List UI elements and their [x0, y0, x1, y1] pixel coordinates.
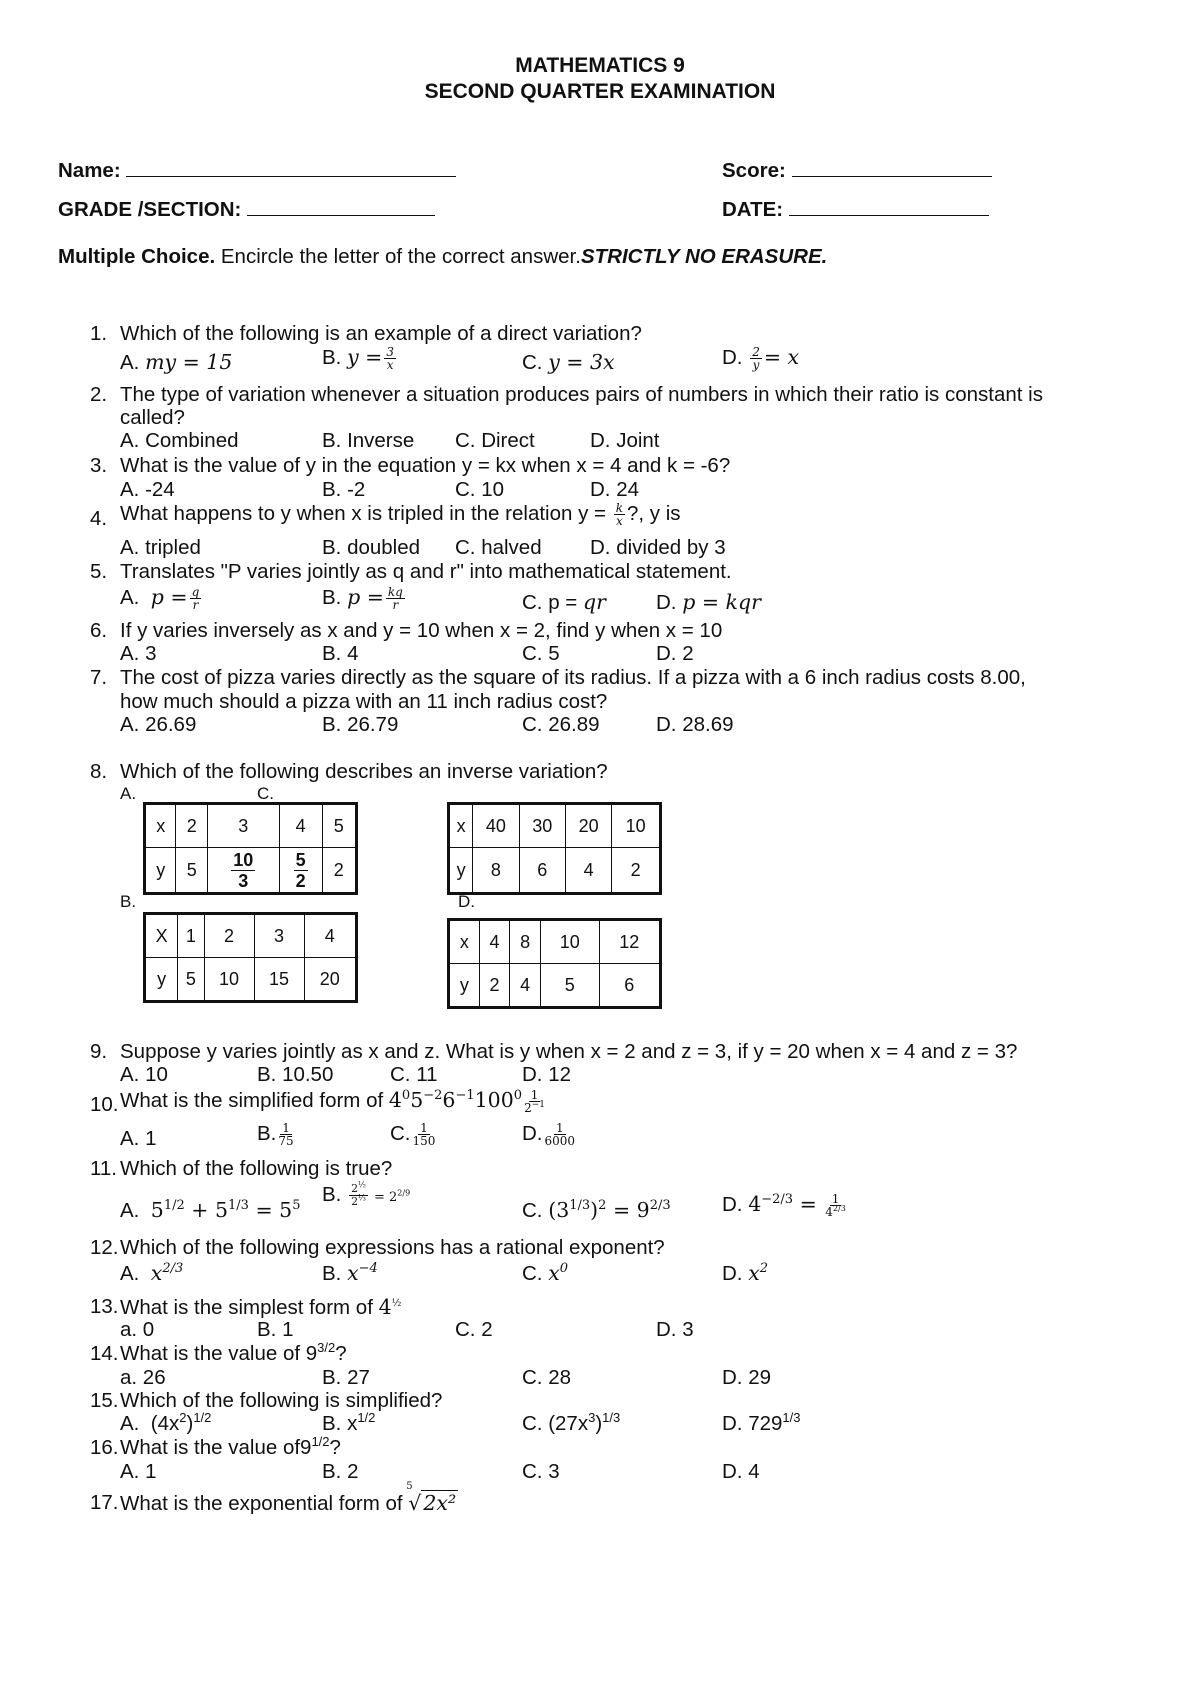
- q15-text: Which of the following is simplified?: [120, 1389, 443, 1412]
- table-cell: 2: [176, 804, 208, 848]
- q4-choice-d[interactable]: D. divided by 3: [590, 536, 726, 559]
- table-cell: X: [145, 914, 178, 958]
- q14-choice-d[interactable]: D. 29: [722, 1366, 771, 1389]
- table-cell: 4: [566, 848, 612, 894]
- q7-choice-b[interactable]: B. 26.79: [322, 713, 399, 736]
- q8-label-c[interactable]: C.: [257, 784, 274, 803]
- table-cell: 1: [178, 914, 204, 958]
- table-cell: 3: [207, 804, 279, 848]
- q12-number: 12.: [90, 1236, 119, 1259]
- q8-text: Which of the following describes an inverse variation?: [120, 760, 608, 783]
- table-cell: 6: [599, 964, 660, 1008]
- q7-choice-c[interactable]: C. 26.89: [522, 713, 600, 736]
- q14-number: 14.: [90, 1342, 119, 1365]
- q8-table-c: [447, 802, 662, 895]
- table-cell: 40: [473, 804, 519, 848]
- q10-text: What is the simplified form of $4^05^{-2}6^{-1}100^0$ $\frac{1}{2^{-1}}$: [120, 1088, 545, 1116]
- q10-choice-d[interactable]: D. $\frac{1}{6000}$: [522, 1121, 576, 1149]
- table-cell: x: [449, 920, 480, 964]
- table-cell: 10: [204, 958, 254, 1002]
- q2-choice-b[interactable]: B. Inverse: [322, 429, 415, 452]
- table-cell: 5: [178, 958, 204, 1002]
- q6-choice-b[interactable]: B. 4: [322, 642, 359, 665]
- q2-text-line1: The type of variation whenever a situation produces pairs of numbers in which their ratio is constant is: [120, 383, 1043, 406]
- date-field[interactable]: [722, 197, 989, 222]
- q9-choice-a[interactable]: A. 10: [120, 1063, 168, 1086]
- q13-choice-b[interactable]: B. 1: [257, 1318, 294, 1341]
- table-cell: y: [449, 848, 473, 894]
- q3-text: What is the value of y in the equation y = kx when x = 4 and k = -6?: [120, 454, 731, 477]
- q3-number: 3.: [90, 454, 108, 477]
- q14-choice-a[interactable]: a. 26: [120, 1366, 166, 1389]
- q6-number: 6.: [90, 619, 108, 642]
- q5-choice-a[interactable]: A. p = $\frac{q}{r}$: [120, 585, 200, 613]
- q1-text: Which of the following is an example of a direct variation?: [120, 322, 642, 345]
- q1-number: 1.: [90, 322, 108, 345]
- q7-text-line1: The cost of pizza varies directly as the square of its radius. If a pizza with a 6 inch radius costs 8.00,: [120, 666, 1026, 689]
- table-cell: y: [449, 964, 480, 1008]
- score-line[interactable]: [792, 158, 992, 177]
- q16-number: 16.: [90, 1436, 119, 1459]
- q11-choice-d[interactable]: D. $4^{-2/3}$ = $\frac{1}{4^{2/3}}$: [722, 1192, 846, 1220]
- q3-choice-c[interactable]: C. 10: [455, 478, 504, 501]
- table-cell: 3: [254, 914, 304, 958]
- table-cell: $\frac{5}{2}$: [279, 848, 322, 894]
- table-cell: 4: [479, 920, 510, 964]
- q8-label-a[interactable]: A.: [120, 784, 137, 803]
- table-cell: 5: [541, 964, 600, 1008]
- table-cell: 6: [519, 848, 565, 894]
- q6-choice-d[interactable]: D. 2: [656, 642, 694, 665]
- q2-number: 2.: [90, 383, 108, 406]
- q4-choice-a[interactable]: A. tripled: [120, 536, 201, 559]
- q11-choice-c[interactable]: C. $(3^{1/3})^2 = 9^{2/3}$: [522, 1198, 671, 1222]
- q1-choice-d[interactable]: D. $\frac{2}{y}$ = x: [722, 345, 800, 373]
- q10-choice-a[interactable]: A. 1: [120, 1127, 157, 1150]
- table-cell: 5: [322, 804, 356, 848]
- q13-choice-c[interactable]: C. 2: [455, 1318, 493, 1341]
- q5-choice-c[interactable]: C. p = qr: [522, 590, 606, 614]
- q10-choice-b[interactable]: B. $\frac{1}{75}$: [257, 1121, 294, 1149]
- q13-choice-d[interactable]: D. 3: [656, 1318, 694, 1341]
- q11-choice-b[interactable]: B. $\frac{2^{\frac{1}{2}}}{2^{\frac{1}{3}}}$ = $2^{2/9}$: [322, 1180, 411, 1209]
- q13-number: 13.: [90, 1295, 119, 1318]
- exam-title: MATHEMATICS 9: [515, 54, 685, 77]
- table-cell: 10: [541, 920, 600, 964]
- table-cell: 12: [599, 920, 660, 964]
- q11-choice-a[interactable]: A. $5^{1/2} + 5^{1/3} = 5^5$: [120, 1198, 301, 1222]
- q6-text: If y varies inversely as x and y = 10 when x = 2, find y when x = 10: [120, 619, 723, 642]
- q10-number: 10.: [90, 1093, 119, 1116]
- q8-number: 8.: [90, 760, 108, 783]
- q2-choice-d[interactable]: D. Joint: [590, 429, 660, 452]
- table-cell: 2: [204, 914, 254, 958]
- q17-number: 17.: [90, 1491, 119, 1514]
- table-cell: y: [145, 848, 176, 894]
- q5-number: 5.: [90, 560, 108, 583]
- q1-choice-a[interactable]: A. my = 15: [120, 350, 233, 374]
- score-label: Score:: [722, 159, 786, 182]
- table-cell: x: [449, 804, 473, 848]
- q9-choice-c[interactable]: C. 11: [390, 1063, 438, 1086]
- name-line[interactable]: [126, 158, 456, 177]
- q15-number: 15.: [90, 1389, 119, 1412]
- table-cell: 2: [479, 964, 510, 1008]
- table-cell: 8: [473, 848, 519, 894]
- q9-choice-d[interactable]: D. 12: [522, 1063, 571, 1086]
- name-field[interactable]: [58, 158, 456, 183]
- q8-label-d[interactable]: D.: [458, 892, 475, 911]
- name-label: Name:: [58, 159, 121, 182]
- q16-choice-b[interactable]: B. 2: [322, 1460, 359, 1483]
- table-cell: 30: [519, 804, 565, 848]
- table-cell: 5: [176, 848, 208, 894]
- grade-section-field[interactable]: [58, 197, 435, 222]
- table-cell: 15: [254, 958, 304, 1002]
- q9-choice-b[interactable]: B. 10.50: [257, 1063, 334, 1086]
- q17-text: What is the exponential form of 5 √2x²: [120, 1481, 457, 1515]
- q15-choice-b[interactable]: B. $x^{1/2}$: [322, 1410, 376, 1435]
- exam-subtitle: SECOND QUARTER EXAMINATION: [424, 80, 776, 103]
- q4-choice-b[interactable]: B. doubled: [322, 536, 421, 559]
- table-cell: y: [145, 958, 178, 1002]
- q8-table-a: [143, 802, 358, 895]
- table-cell: 10: [612, 804, 661, 848]
- q13-text: What is the simplest form of $4^{\frac{1}{2}}$: [120, 1295, 402, 1319]
- q9-number: 9.: [90, 1040, 108, 1063]
- q8-table-b: [143, 912, 358, 1003]
- q5-choice-b[interactable]: B. p = $\frac{kq}{r}$: [322, 585, 403, 613]
- q7-choice-a[interactable]: A. 26.69: [120, 713, 197, 736]
- q10-choice-c[interactable]: C. $\frac{1}{150}$: [390, 1121, 436, 1149]
- q1-choice-c[interactable]: C. y = 3x: [522, 350, 615, 374]
- q1-choice-b[interactable]: B. y = $\frac{3}{x}$: [322, 345, 394, 373]
- q3-choice-a[interactable]: A. -24: [120, 478, 175, 501]
- table-cell: 4: [510, 964, 541, 1008]
- q2-choice-c[interactable]: C. Direct: [455, 429, 535, 452]
- q15-choice-a[interactable]: A. $(4x^2)^{1/2}$: [120, 1410, 212, 1435]
- q16-choice-a[interactable]: A. 1: [120, 1460, 157, 1483]
- q7-number: 7.: [90, 666, 108, 689]
- q6-choice-a[interactable]: A. 3: [120, 642, 157, 665]
- q11-text: Which of the following is true?: [120, 1157, 393, 1180]
- score-field[interactable]: [722, 158, 992, 183]
- q7-choice-d[interactable]: D. 28.69: [656, 713, 734, 736]
- q14-choice-b[interactable]: B. 27: [322, 1366, 370, 1389]
- q12-choice-a[interactable]: A. $x^{2/3}$: [120, 1261, 184, 1285]
- table-cell: 2: [322, 848, 356, 894]
- date-line[interactable]: [789, 197, 989, 216]
- radical-expression: 5 √2x²: [406, 1481, 457, 1515]
- q11-number: 11.: [90, 1157, 117, 1180]
- q9-text: Suppose y varies jointly as x and z. What is y when x = 2 and z = 3, if y = 20 when x = 4 and z = 3?: [120, 1040, 1018, 1063]
- q16-text: What is the value $of9^{1/2}$?: [120, 1434, 341, 1459]
- q5-choice-d[interactable]: D. p = kqr: [656, 590, 761, 614]
- table-cell: 4: [279, 804, 322, 848]
- q4-choice-c[interactable]: C. halved: [455, 536, 542, 559]
- q14-choice-c[interactable]: C. 28: [522, 1366, 571, 1389]
- table-cell: 4: [304, 914, 356, 958]
- q8-table-d: [447, 918, 662, 1009]
- q3-choice-d[interactable]: D. 24: [590, 478, 639, 501]
- q13-choice-a[interactable]: a. 0: [120, 1318, 155, 1341]
- instructions: Multiple Choice. Encircle the letter of the correct answer.STRICTLY NO ERASURE.: [58, 245, 828, 268]
- q12-choice-b[interactable]: B. $x^{-4}$: [322, 1261, 378, 1285]
- q2-choice-a[interactable]: A. Combined: [120, 429, 239, 452]
- q14-text: What is the value of $9^{3/2}$?: [120, 1340, 347, 1365]
- table-cell: 20: [566, 804, 612, 848]
- q5-text: Translates "P varies jointly as q and r" into mathematical statement.: [120, 560, 732, 583]
- date-label: DATE:: [722, 198, 784, 221]
- q8-label-b[interactable]: B.: [120, 892, 137, 911]
- q16-choice-c[interactable]: C. 3: [522, 1460, 560, 1483]
- grade-section-label: GRADE /SECTION:: [58, 198, 242, 221]
- q4-text: What happens to y when x is tripled in the relation y = $\frac{k}{x}$ ?, y is: [120, 501, 681, 529]
- q12-text: Which of the following expressions has a rational exponent?: [120, 1236, 665, 1259]
- table-cell: 8: [510, 920, 541, 964]
- table-cell: $\frac{10}{3}$: [207, 848, 279, 894]
- table-cell: 20: [304, 958, 356, 1002]
- q15-choice-c[interactable]: C. $(27x^3)^{1/3}$: [522, 1410, 621, 1435]
- q2-text-line2: called?: [120, 406, 185, 429]
- q16-choice-d[interactable]: D. 4: [722, 1460, 760, 1483]
- table-cell: x: [145, 804, 176, 848]
- q6-choice-c[interactable]: C. 5: [522, 642, 560, 665]
- q4-number: 4.: [90, 507, 108, 530]
- q12-choice-c[interactable]: C. $x^0$: [522, 1261, 569, 1285]
- grade-section-line[interactable]: [247, 197, 435, 216]
- table-cell: 2: [612, 848, 661, 894]
- q15-choice-d[interactable]: D. $729^{1/3}$: [722, 1410, 801, 1435]
- q3-choice-b[interactable]: B. -2: [322, 478, 366, 501]
- q7-text-line2: how much should a pizza with an 11 inch radius cost?: [120, 690, 608, 713]
- q12-choice-d[interactable]: D. $x^2$: [722, 1261, 769, 1285]
